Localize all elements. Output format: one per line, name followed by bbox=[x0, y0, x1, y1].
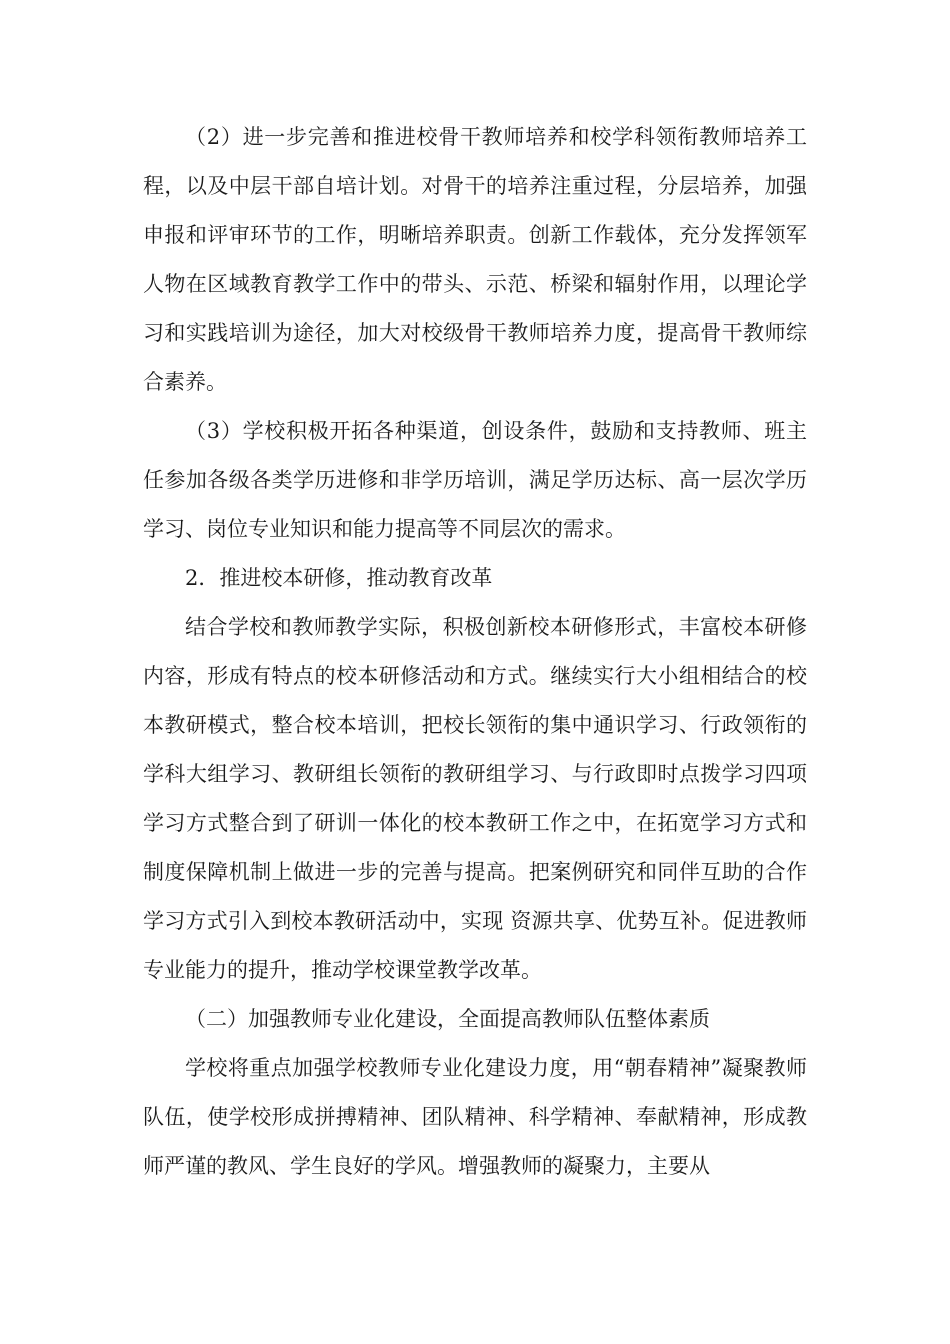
paragraph-school-based-research: 结合学校和教师教学实际，积极创新校本研修形式，丰富校本研修内容，形成有特点的校本研修活动和方式。继续实行大小组相结合的校本教研模式，整合校本培训，把校长领衔的集中通识学习、行政领衔的学科大组学习、教研组长领衔的教研组学习、与行政即时点拨学习四项学习方式整合到了研训一体化的校本教研工作之中，在拓宽学习方式和制度保障机制上做进一步的完善与提高。把案例研究和同伴互助的合作学习方式引入到校本教研活动中，实现 资源共享、优势互补。促进教师专业能力的提升，推动学校课堂教学改革。 bbox=[143, 615, 807, 982]
paragraph-academic-training: （3）学校积极开拓各种渠道，创设条件，鼓励和支持教师、班主任参加各级各类学历进修和非学历培训，满足学历达标、高一层次学历学习、岗位专业知识和能力提高等不同层次的需求。 bbox=[143, 419, 807, 541]
document-body bbox=[143, 113, 807, 1191]
section-heading-teacher-professionalization: （二）加强教师专业化建设，全面提高教师队伍整体素质 bbox=[185, 1007, 710, 1031]
paragraph-backbone-teacher-training: （2）进一步完善和推进校骨干教师培养和校学科领衔教师培养工程，以及中层干部自培计划。对骨干的培养注重过程，分层培养，加强申报和评审环节的工作，明晰培养职责。创新工作载体，充分发挥领军人物在区域教育教学工作中的带头、示范、桥梁和辐射作用，以理论学习和实践培训为途径，加大对校级骨干教师培养力度，提高骨干教师综合素养。 bbox=[143, 125, 807, 394]
paragraph-teacher-professionalization: 学校将重点加强学校教师专业化建设力度，用“朝春精神”凝聚教师队伍，使学校形成拼搏精神、团队精神、科学精神、奉献精神，形成教师严谨的教风、学生良好的学风。增强教师的凝聚力，主要从 bbox=[143, 1056, 807, 1178]
section-heading-school-based-research: 2．推进校本研修，推动教育改革 bbox=[185, 566, 493, 590]
